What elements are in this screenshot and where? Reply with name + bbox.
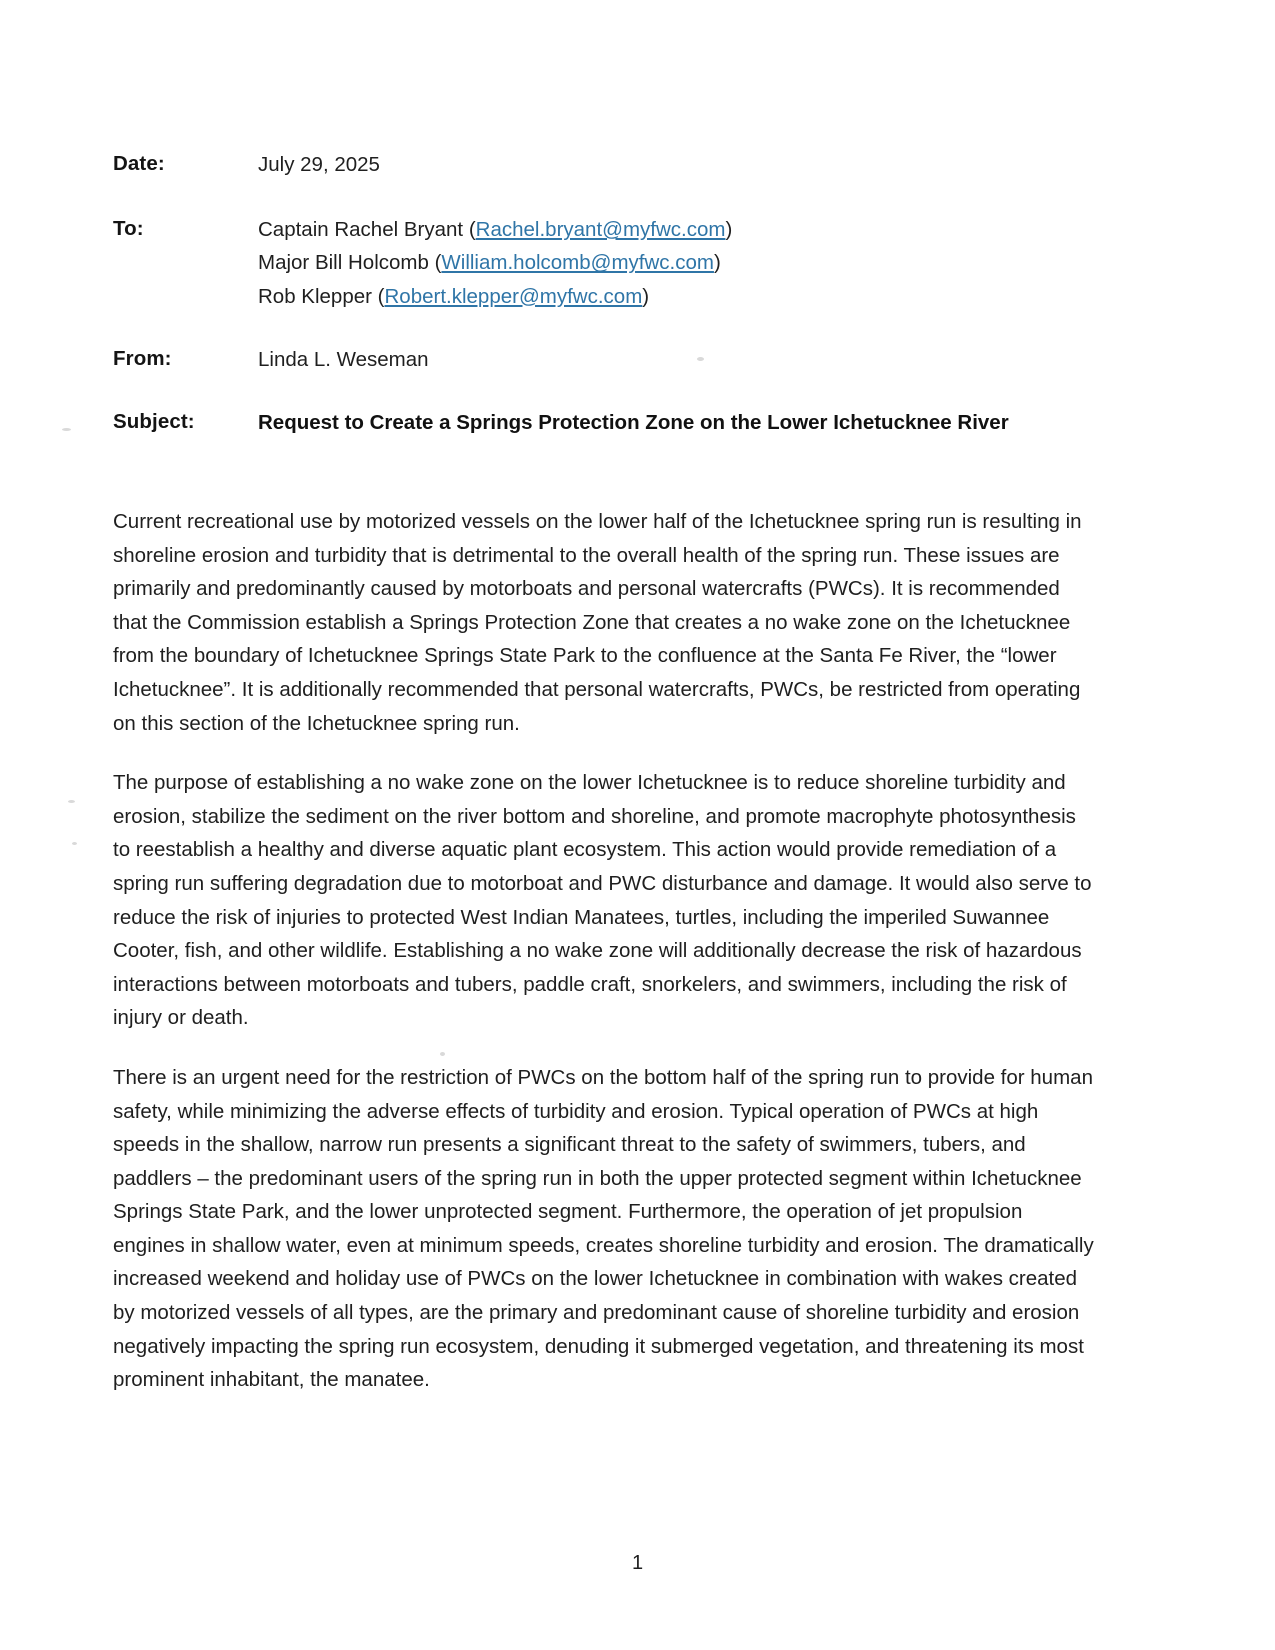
recipient-email-link[interactable]: Rachel.bryant@myfwc.com	[475, 218, 726, 242]
paren-close: )	[713, 251, 721, 275]
paren-open: (	[428, 251, 442, 275]
page-number: 1	[631, 1552, 644, 1574]
recipient-email-link[interactable]: Robert.klepper@myfwc.com	[384, 284, 643, 308]
date-label: Date:	[113, 152, 165, 175]
scan-artifact	[62, 428, 71, 431]
from-label: From:	[113, 346, 172, 370]
subject-label: Subject:	[113, 410, 195, 434]
memo-header	[113, 148, 1093, 439]
recipient-item	[258, 246, 1093, 279]
to-label: To:	[113, 217, 144, 241]
paren-close: )	[725, 218, 733, 242]
recipient-item	[258, 280, 1093, 313]
body-paragraph: The purpose of establishing a no wake zone on the lower Ichetucknee is to reduce shoreline turbidity and erosion, stabilize the sediment on the river bottom and shoreline, and promote macrophyte photosynthesis to reestablish a healthy and diverse aquatic plant ecosystem. This action would provide remediation of a spring run suffering degradation due to motorboat and PWC disturbance and damage. It would also serve to reduce the risk of injuries to protected West Indian Manatees, turtles, including the imperiled Suwannee Cooter, fish, and other wildlife. Establishing a no wake zone will additionally decrease the risk of hazardous interactions between motorboats and tubers, paddle craft, snorkelers, and swimmers, including the risk of injury or death.	[113, 771, 1092, 1030]
recipient-name: Major Bill Holcomb	[258, 251, 429, 275]
from-value: Linda L. Weseman	[258, 347, 429, 371]
scan-artifact	[72, 842, 77, 845]
recipient-item	[258, 213, 1093, 246]
from-row	[113, 343, 1093, 376]
date-row	[113, 148, 1093, 181]
paren-open: (	[463, 218, 476, 242]
body-paragraph: Current recreational use by motorized vessels on the lower half of the Ichetucknee spring run is resulting in shoreline erosion and turbidity that is detrimental to the overall health of the spring run. These issues are primarily and predominantly caused by motorboats and personal watercrafts (PWCs). It is recommended that the Commission establish a Springs Protection Zone that creates a no wake zone on the Ichetucknee from the boundary of Ichetucknee Springs State Park to the confluence at the Santa Fe River, the “lower Ichetucknee”. It is additionally recommended that personal watercrafts, PWCs, be restricted from operating on this section of the Ichetucknee spring run.	[113, 510, 1082, 735]
subject-row	[113, 406, 1093, 439]
recipient-name: Captain Rachel Bryant	[258, 218, 464, 242]
to-row	[113, 213, 1093, 313]
recipient-email-link[interactable]: William.holcomb@myfwc.com	[441, 251, 714, 275]
scan-artifact	[68, 800, 75, 803]
recipient-list	[258, 213, 1093, 313]
paren-close: )	[642, 284, 650, 308]
paren-open: (	[371, 284, 385, 308]
memo-body	[113, 505, 1098, 1397]
subject-value: Request to Create a Springs Protection Zone on the Lower Ichetucknee River	[258, 411, 1009, 435]
body-paragraph: There is an urgent need for the restriction of PWCs on the bottom half of the spring run to provide for human safety, while minimizing the adverse effects of turbidity and erosion. Typical operation of PWCs at high speeds in the shallow, narrow run presents a significant threat to the safety of swimmers, tubers, and paddlers – the predominant users of the spring run in both the upper protected segment within Ichetucknee Springs State Park, and the lower unprotected segment. Furthermore, the operation of jet propulsion engines in shallow water, even at minimum speeds, creates shoreline turbidity and erosion. The dramatically increased weekend and holiday use of PWCs on the lower Ichetucknee in combination with wakes created by motorized vessels of all types, are the primary and predominant cause of shoreline turbidity and erosion negatively impacting the spring run ecosystem, denuding it submerged vegetation, and threatening its most prominent inhabitant, the manatee.	[113, 1065, 1094, 1392]
recipient-name: Rob Klepper	[258, 284, 372, 308]
date-value: July 29, 2025	[258, 153, 380, 176]
